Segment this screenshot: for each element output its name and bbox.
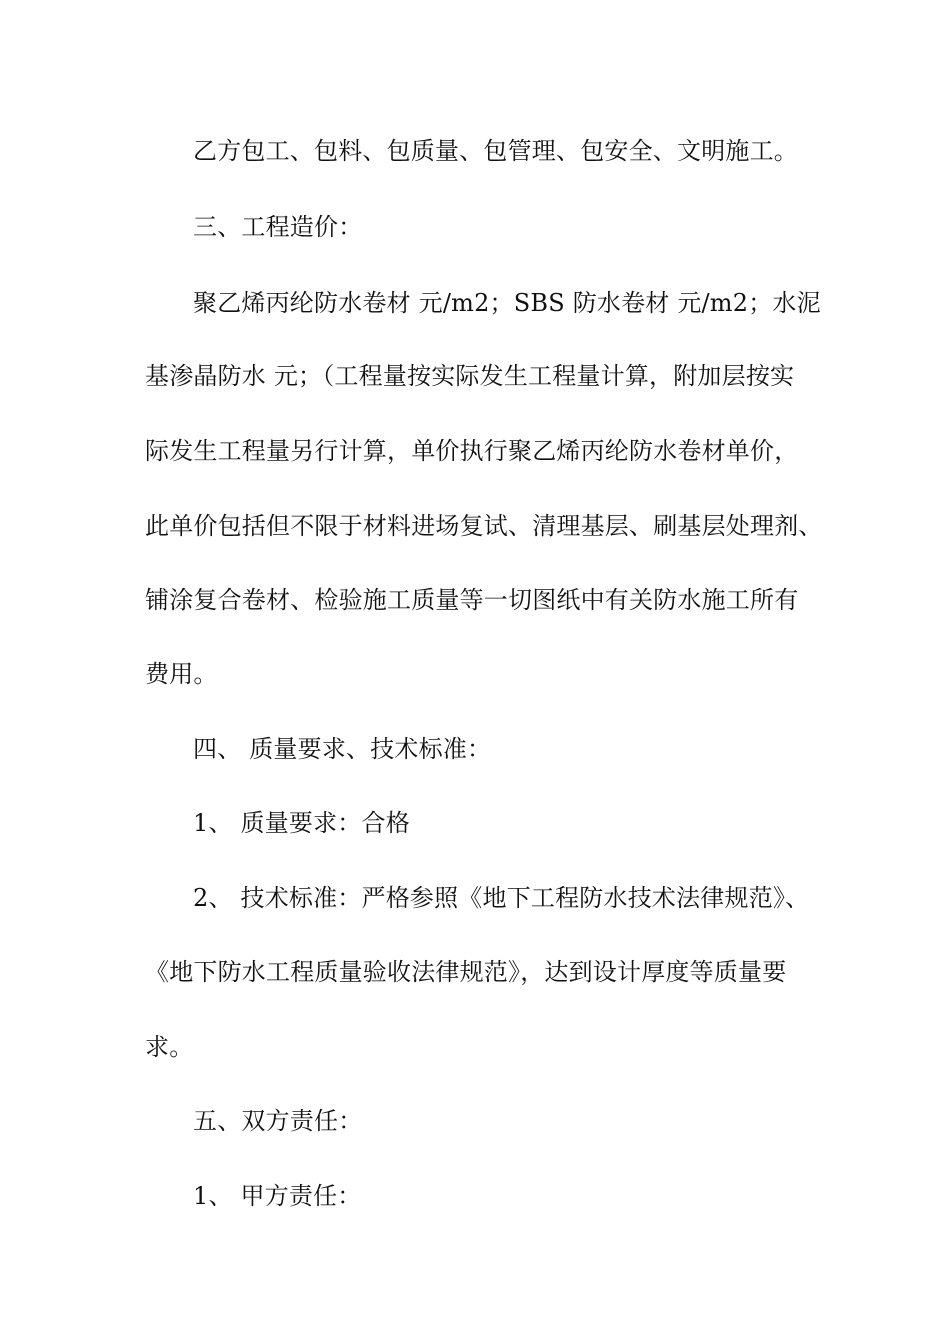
heading-section-4-quality-standards: 四、 质量要求、技术标准： xyxy=(193,735,492,763)
paragraph-cost-line-4: 此单价包括但不限于材料进场复试、清理基层、刷基层处理剂、 xyxy=(145,512,823,540)
item-technical-standard-line-3: 求。 xyxy=(145,1033,194,1061)
item-technical-standard-line-1: 2、 技术标准：严格参照《地下工程防水技术法律规范》、 xyxy=(193,884,810,912)
item-technical-standard-line-2: 《地下防水工程质量验收法律规范》，达到设计厚度等质量要 xyxy=(145,958,787,986)
paragraph-cost-line-3: 际发生工程量另行计算，单价执行聚乙烯丙纶防水卷材单价， xyxy=(145,437,799,465)
item-party-a-responsibilities: 1、 甲方责任： xyxy=(193,1182,362,1210)
item-quality-requirement: 1、 质量要求：合格 xyxy=(193,809,410,837)
heading-section-3-project-cost: 三、工程造价： xyxy=(193,213,363,241)
paragraph-contractor-scope: 乙方包工、包料、包质量、包管理、包安全、文明施工。 xyxy=(193,137,798,165)
paragraph-cost-line-2: 基渗晶防水 元；（工程量按实际发生工程量计算，附加层按实 xyxy=(145,362,795,390)
heading-section-5-responsibilities: 五、双方责任： xyxy=(193,1107,363,1135)
paragraph-cost-line-1: 聚乙烯丙纶防水卷材 元/m2；SBS 防水卷材 元/m2；水泥 xyxy=(193,289,821,317)
paragraph-cost-line-6: 费用。 xyxy=(145,660,218,688)
paragraph-cost-line-5: 铺涂复合卷材、检验施工质量等一切图纸中有关防水施工所有 xyxy=(145,586,799,614)
